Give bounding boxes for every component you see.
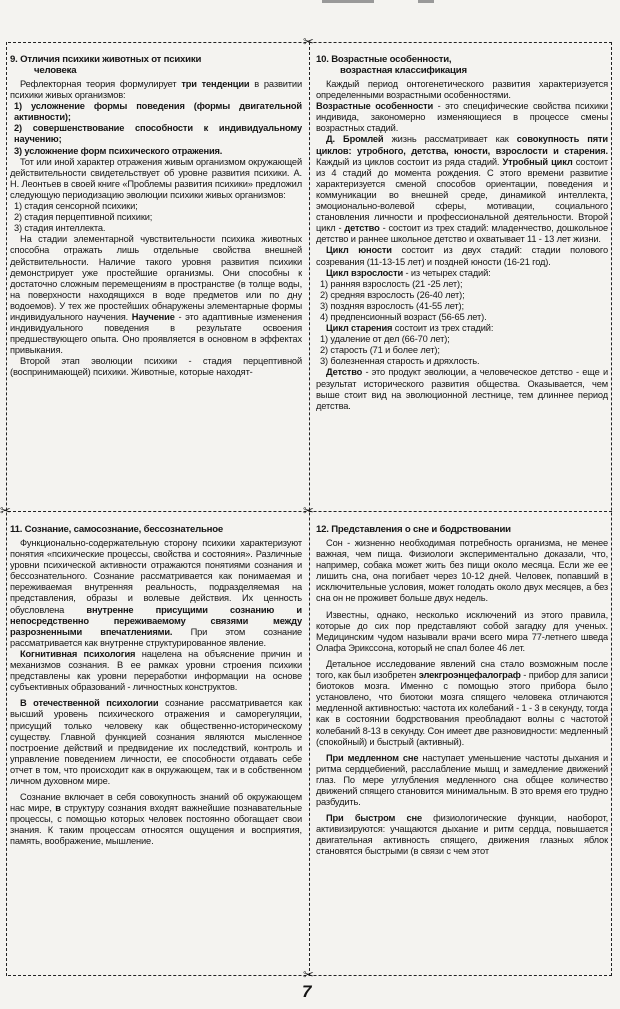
section-10-title [316, 54, 608, 76]
list-item: 2) средняя взрослость (26-40 лет); [320, 289, 465, 300]
scissors-icon: ✂ [303, 34, 314, 49]
list-item: 3) стадия интеллекта. [14, 223, 106, 234]
paragraph: Сон - жизненно необходимая потребность организма, не менее важная, чем пища. Физиологи экспериментально доказали, что, например, собака может жить без пищи около месяца. Если же ее лишить сна, она погибает через 10-12 дней. Человек, попавший в исключительные условия, может голодать около двух месяцев, а без сна он не проживет больше двух недель. [316, 538, 608, 604]
list-item: 1) ранняя взрослость (21 -25 лет); [320, 278, 463, 289]
paragraph: Детальное исследование явлений сна стало возможным после того, как был изобретен элекгроэнцефалограф - прибор для записи биотоков мозга. Именно с помощью этого прибора было установлено, что биотоки мозга спящего человека отличаются медленной активностью: частота их колебаний - 1 - 3 в секунду, тогда как в состоянии бодрствования преобладают волны с частотой колебаний 8-13 в секунду. Сон имеет две разновидности: медленный (спокойный) и быстрый (активный). [316, 658, 608, 747]
list-item: 1) стадия сенсорной психики; [14, 201, 138, 212]
paragraph: Когнитивная психология нацелена на объяснение причин и механизмов сознания. В ее рамках уровни строения психики представлены как уровни переработки информации на основе субъективных образований - личностных конструктов. [10, 648, 302, 693]
list-item: 2) совершенствование способности к индивидуальному научению; [14, 123, 302, 145]
title-line: возрастная классификация [340, 65, 467, 76]
paragraph: Известны, однако, несколько исключений из этого правила, которые до сих пор представляют собой загадку для ученых. Медицинским чудом называли врачи всего мира 77-летнего шведа Олафа Эрикссона, который не спал более 46 лет. [316, 609, 608, 653]
list-item: 2) старость (71 и более лет); [320, 345, 440, 356]
list-item: 3) усложнение форм психического отражения. [14, 145, 223, 156]
title-line: 12. Представления о сне и бодрствовании [316, 524, 511, 535]
title-line: 10. Возрастные особенности, [316, 54, 452, 65]
section-12 [316, 524, 608, 964]
list-item: 4) предпенсионный возраст (56-65 лет). [320, 311, 487, 322]
paragraph: При быстром сне физиологические функции, наоборот, активизируются: учащаются дыхание и ритм сердца, повышается двигательная активность спящего, движения глазных яблок становятся быстрыми (в связи с чем этот [316, 813, 608, 857]
section-11 [10, 524, 302, 964]
list-item: 1) удаление от дел (66-70 лет); [320, 334, 450, 345]
section-12-title [316, 524, 608, 535]
paragraph: Рефлекторная теория формулирует три тенденции в развитии психики живых организмов: [10, 79, 302, 101]
paragraph: В отечественной психологии сознание рассматривается как высший уровень психического отражения и саморегуляции, присущий только человеку как общественно-историческому существу. Главной функцией сознания являются мысленное построение действий и предвидение их последствий, контроль и управление поведением личности, ее способности отдавать себе отчет в том, что происходит как в окружающем, так и в собственном личном духовном мире. [10, 698, 302, 786]
page-number: 7 [302, 982, 312, 1001]
paragraph: На стадии элементарной чувствительности психика животных способна отражать лишь отдельные свойства внешней действительности. Наличие такого уровня развития психики демонстрирует уже простейшие организмы. Они способны к достаточно сложным перемещениям в пространстве (в толще воды, на поверхности находящихся в воде предметов или по дну водоемов). У тех же простейших обнаружены элементарные формы индивидуального научения. Научение - это адаптивные изменения индивидуального поведения в результате освоения предшествующего опыта. Оно проявляется в основном в эффектах привыкания. [10, 234, 302, 356]
list-item: 2) стадия перцептивной психики; [14, 212, 153, 223]
paragraph: Второй этап эволюции психики - стадия перцептивной (воспринимающей) психики. Животные, которые находят- [10, 356, 302, 378]
top-edge-mark [418, 0, 434, 3]
list-item: 1) усложнение формы поведения (формы двигательной активности); [14, 101, 302, 123]
title-line: 11. Сознание, самосознание, бессознательное [10, 524, 224, 535]
list-item: 3) поздняя взрослость (41-55 лет); [320, 300, 464, 311]
top-edge-mark [322, 0, 374, 3]
paragraph: Сознание включает в себя совокупность знаний об окружающем нас мире, в структуру сознания входят важнейшие познавательные процессы, с помощью которых человек постоянно обогащает свои знания. К таким процессам относятся ощущения и восприятия, память, воображение, мышление. [10, 792, 302, 847]
paragraph: Цикл старения состоит из трех стадий: [326, 323, 494, 334]
paragraph: Цикл юности состоит из двух стадий: стадии полового созревания (11-13-15 лет) и поздней юности (16-21 год). [316, 245, 608, 267]
paragraph: Цикл взрослости - из четырех стадий: [326, 267, 491, 278]
section-9-title [10, 54, 302, 76]
title-line: 9. Отличия психики животных от психики [10, 54, 202, 65]
paragraph: Возрастные особенности - это специфические свойства психики индивида, закономерно изменяющиеся в процессе смены возрастных стадий. [316, 101, 608, 134]
paragraph: Каждый период онтогенетического развития характеризуется определенными возрастными особенностями. [316, 79, 608, 101]
section-9 [10, 54, 302, 502]
section-10 [316, 54, 608, 502]
section-11-title [10, 524, 302, 535]
paragraph: Д. Бромлей жизнь рассматривает как совокупность пяти циклов: утробного, детства, юности, взрослости и старения. Каждый из циклов состоит из ряда стадий. Утробный цикл состоит из 4 стадий до момента рождения. С этого времени развитие характеризуется сменой способов ориентации, поведения и коммуникации во внешней среде, динамикой интеллекта, эмоционально-волевой сферы, мотивации, социального становления личности и профессиональной деятельности. Второй цикл - детство - состоит из трех стадий: младенчество, дошкольное детство и раннее школьное детство и охватывает 11 - 13 лет жизни. [316, 134, 608, 245]
paragraph: Детство - это продукт эволюции, а человеческое детство - еще и результат исторического развития общества. Оказывается, чем выше стоит вид на эволюционной лестнице, тем длиннее период детства. [316, 367, 608, 411]
scissors-icon: ✂ [303, 503, 314, 518]
list-item: 3) болезненная старость и дряхлость. [320, 356, 480, 367]
title-line: человека [34, 65, 77, 76]
paragraph: Функционально-содержательную сторону психики характеризуют понятия «психические процессы, свойства и состояния». Различные уровни психической активности отражаются понятиями сознания и бессознательного. Сознание рассматривается как понимаемая и переживаемая внутренняя реальность, подразделяемая на представления, образы и волевые действия. Их ценность обусловлена внутренне присущими сознанию и непосредственно переживаемому связями между разрозненными впечатлениями. При этом сознание рассматривается как внутренне структурированное явление. [10, 538, 302, 648]
scissors-icon: ✂ [0, 503, 11, 518]
paragraph: Тот или иной характер отражения живым организмом окружающей действительности свидетельствует об уровне развития психики. А. Н. Леонтьев в своей книге «Проблемы развития психики» предложил следующую периодизацию эволюции психики живых организмов: [10, 156, 302, 200]
scissors-icon: ✂ [303, 967, 314, 982]
cut-line-right [611, 42, 612, 976]
paragraph: При медленном сне наступает уменьшение частоты дыхания и ритма сердцебиений, расслабление мышц и замедление движений глаз. По мере углубления медленного сна общее количество движений спящего становится минимальным. В это время его трудно разбудить. [316, 752, 608, 808]
